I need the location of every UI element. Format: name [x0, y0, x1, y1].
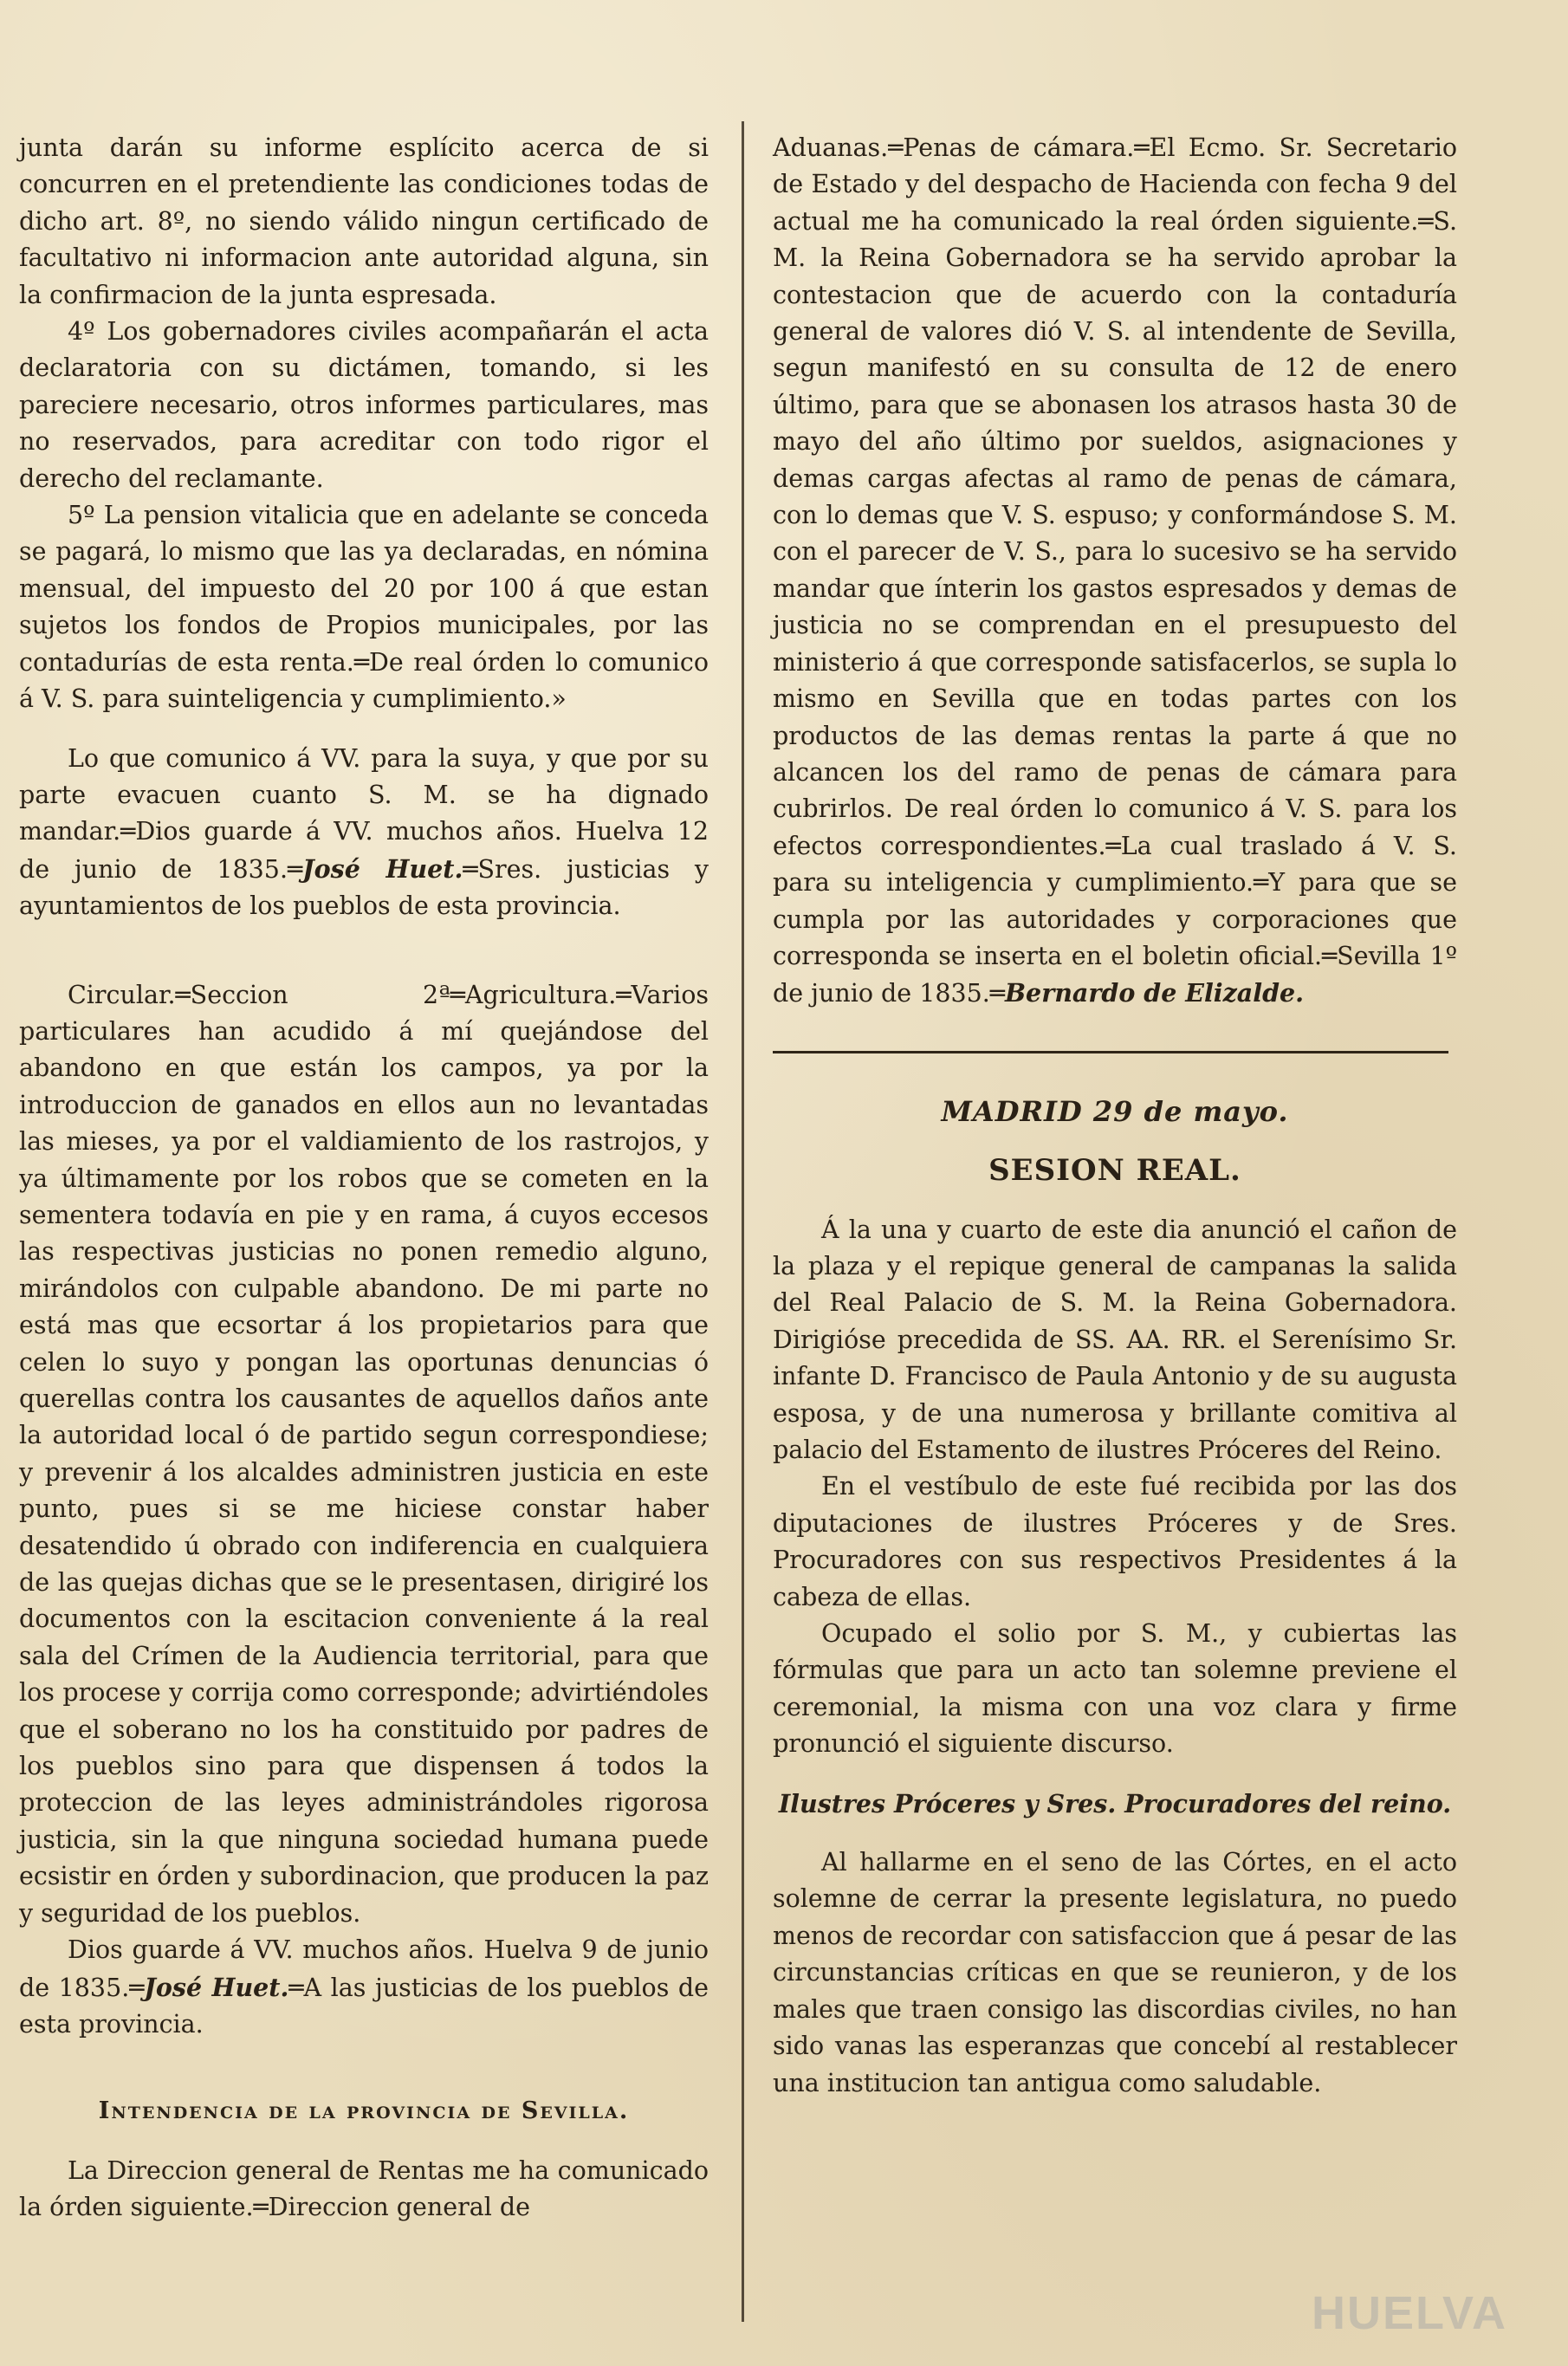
left-column	[19, 130, 709, 2227]
heading-intendencia-sevilla: Intendencia de la provincia de Sevilla.	[98, 2097, 630, 2125]
heading-speech-address: Ilustres Próceres y Sres. Procuradores del reino.	[778, 1788, 1452, 1818]
signature-jose-huet: José Huet.	[302, 853, 463, 884]
paragraph-circular-agricultura: Circular.═Seccion 2ª═Agricultura.═Varios particulares han acudido á mí quejándose del abandono en que están los campos, ya por la introduccion de ganados en ellos aun no levantadas las mieses, ya por el valdiamiento de los rastrojos, y ya últimamente por los robos que se cometen en la sementera todavía en pie y en rama, á cuyos ecсesos las respectivas justicias no ponen remedio alguno, mirándolos con culpable abandono. De mi parte no está mas que ecsortar á los propietarios para que celen lo suyo y pongan las oportunas denuncias ó querellas contra los causantes de aquellos daños ante la autoridad local ó de partido segun correspondiese; y prevenir á los alcaldes administren justicia en este punto, pues si se me hiciese constar haber desatendido ú obrado con indiferencia en cualquiera de las quejas dichas que se le presentasen, dirigiré los documentos con la escitacion conveniente á la real sala del Crímen de la Audiencia territorial, para que los procese y corrija como corresponde; advirtiéndoles que el soberano no los ha constituido por padres de los pueblos sino para que dispensen á todos la proteccion de las leyes administrándoles rigorosa justicia, sin la que ninguna sociedad humana puede ecsistir en órden y subordinacion, que producen la paz y seguridad de los pueblos.	[19, 980, 709, 1928]
comunico-tail: ═Sres. justicias y ayuntamientos de los pueblos de esta provincia.	[19, 854, 709, 921]
aduanas-text: Aduanas.═Penas de cámara.═El Ecmo. Sr. Secretario de Estado y del despacho de Hacienda con fecha 9 del actual me ha comunicado la real órden siguiente.═S. M. la Reina Gobernadora se ha servido aprobar la contestacion que de acuerdo con la contaduría general de valores dió V. S. al intendente de Sevilla, segun manifestó en su consulta de 12 de enero último, para que se abonasen los atrasos hasta 30 de mayo del año último por sueldos, asignaciones y demas cargas afectas al ramo de penas de cámara, con lo demas que V. S. espuso; y conformándose S. M. con el parecer de V. S., para lo sucesivo se ha servido mandar que ínterin los gastos espresados y demas de justicia no se comprendan en el presupuesto del ministerio á que corresponde satisfacerlos, se supla lo mismo en Sevilla que en todas partes con los productos de las demas rentas la parte á que no alcancen los del ramo de penas de cámara para cubrirlos. De real órden lo comunico á V. S. para los efectos correspondientes.═La cual traslado á V. S. para su inteligencia y cumplimiento.═Y para que se cumpla por las autoridades y corporaciones que corresponda se inserta en el boletin oficial.═Sevilla 1º de junio de 1835.═	[773, 133, 1457, 1008]
paragraph-dios-guarde	[19, 1932, 709, 2043]
paragraph-direccion-rentas: La Direccion general de Rentas me ha comunicado la órden siguiente.═Direccion general de	[19, 2155, 709, 2222]
paragraph-discurso: Al hallarme en el seno de las Córtes, en el acto solemne de cerrar la presente legislatura, no puedo menos de recordar con satisfaccion que á pesar de las circunstancias críticas en que se reunieron, y de los males que traen consigo las discordias civiles, no han sido vanas las esperanzas que concebí al restablecer una institucion tan antigua como saludable.	[773, 1848, 1457, 2097]
paragraph-aduanas	[773, 130, 1457, 1013]
heading-sesion-real: SESION REAL.	[988, 1153, 1241, 1189]
heading-madrid-date: MADRID 29 de mayo.	[941, 1094, 1289, 1128]
signature-jose-huet-2: José Huet.	[144, 1972, 289, 2002]
section-rule	[773, 1051, 1448, 1053]
paragraph-article-4: 4º Los gobernadores civiles acompañarán el acta declaratoria con su dictámen, tomando, si les pareciere necesario, otros informes particulares, mas no reservados, para acreditar con todo rigor el derecho del reclamante.	[19, 317, 709, 493]
paragraph-solio: Ocupado el solio por S. M., y cubiertas las fórmulas que para un acto tan solemne previene el ceremonial, la misma con una voz clara y firme pronunció el siguiente discurso.	[773, 1619, 1457, 1759]
right-column	[773, 130, 1457, 2102]
dios-guarde-text: Dios guarde á VV. muchos años. Huelva 9 de junio de 1835.═	[19, 1935, 709, 2002]
comunico-text: Lo que comunico á VV. para la suya, y que por su parte evacuen cuanto S. M. se ha dignado mandar.═Dios guarde á VV. muchos años. Huelva 12 de junio de 1835.═	[19, 743, 709, 884]
paragraph-junta-informe: junta darán su informe esplícito acerca de si concurren en el pretendiente las condiciones todas de dicho art. 8º, no siendo válido ningun certificado de facultativo ni informacion ante autoridad alguna, sin la confirmacion de la junta espresada.	[19, 133, 709, 309]
paragraph-vestibulo: En el vestíbulo de este fué recibida por las dos diputaciones de ilustres Próceres y de Sres. Procuradores con sus respectivos Presidentes á la cabeza de ellas.	[773, 1472, 1457, 1611]
paragraph-salida-palacio: Á la una y cuarto de este dia anunció el cañon de la plaza y el repique general de campanas la salida del Real Palacio de S. M. la Reina Gobernadora. Dirigióse precedida de SS. AA. RR. el Serenísimo Sr. infante D. Francisco de Paula Antonio y de su augusta esposa, y de una numerosa y brillante comitiva al palacio del Estamento de ilustres Próceres del Reino.	[773, 1215, 1457, 1464]
paragraph-comunico	[19, 741, 709, 925]
signature-bernardo-elizalde: Bernardo de Elizalde.	[1004, 978, 1305, 1008]
column-divider	[742, 121, 744, 2322]
paragraph-article-5: 5º La pension vitalicia que en adelante se conceda se pagará, lo mismo que las ya declaradas, en nómina mensual, del impuesto del 20 por 100 á que estan sujetos los fondos de Propios municipales, por las contadurías de esta renta.═De real órden lo comunico á V. S. para suinteligencia y cumplimiento.»	[19, 501, 709, 714]
library-watermark: HUELVA	[1312, 2287, 1507, 2339]
dios-guarde-tail: ═A las justicias de los pueblos de esta provincia.	[19, 1973, 709, 2039]
